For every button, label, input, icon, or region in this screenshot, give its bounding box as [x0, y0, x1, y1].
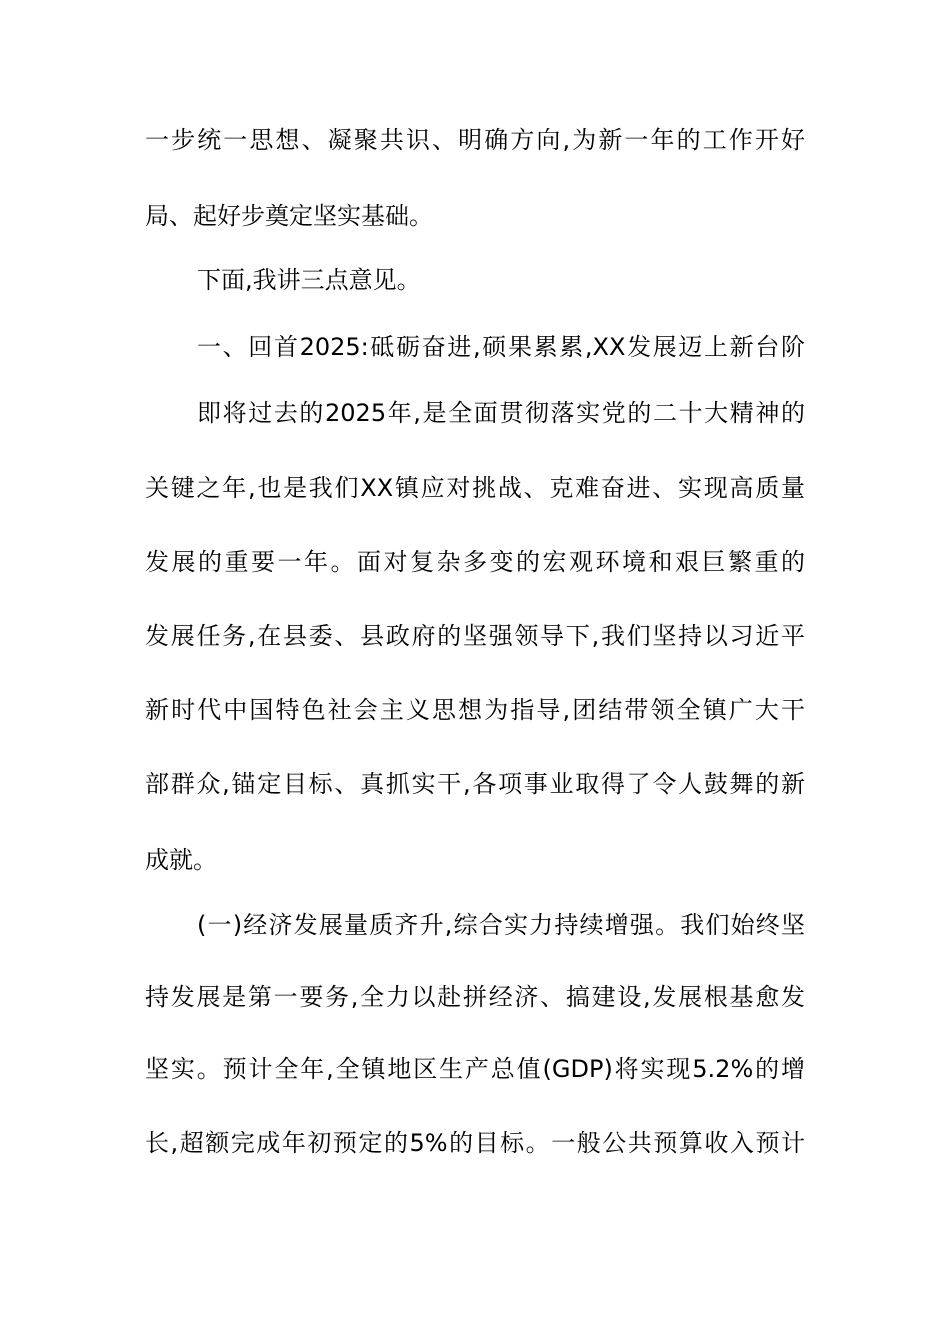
- paragraph-line: 下面,我讲三点意见。: [197, 266, 421, 294]
- paragraph-line: 新时代中国特色社会主义思想为指导,团结带领全镇广大干: [145, 696, 805, 724]
- paragraph-line: 成就。: [145, 846, 217, 874]
- paragraph-line: 一步统一思想、凝聚共识、明确方向,为新一年的工作开好: [145, 126, 805, 154]
- paragraph-line: 长,超额完成年初预定的5%的目标。一般公共预算收入预计: [145, 1129, 805, 1157]
- paragraph-line: 发展任务,在县委、县政府的坚强领导下,我们坚持以习近平: [145, 622, 805, 650]
- paragraph-line: 持发展是第一要务,全力以赴拼经济、搞建设,发展根基愈发: [145, 983, 805, 1011]
- section-heading: 一、回首2025:砥砺奋进,硕果累累,XX发展迈上新台阶: [197, 333, 805, 361]
- subsection-heading: (一)经济发展量质齐升,综合实力持续增强。我们始终坚: [197, 911, 805, 939]
- paragraph-line: 部群众,锚定目标、真抓实干,各项事业取得了令人鼓舞的新: [145, 770, 805, 798]
- paragraph-line: 坚实。预计全年,全镇地区生产总值(GDP)将实现5.2%的增: [145, 1055, 805, 1083]
- paragraph-line: 局、起好步奠定坚实基础。: [145, 202, 433, 230]
- paragraph-line: 发展的重要一年。面对复杂多变的宏观环境和艰巨繁重的: [145, 548, 805, 576]
- paragraph-line: 即将过去的2025年,是全面贯彻落实党的二十大精神的: [197, 399, 805, 427]
- paragraph-line: 关键之年,也是我们XX镇应对挑战、克难奋进、实现高质量: [145, 474, 805, 502]
